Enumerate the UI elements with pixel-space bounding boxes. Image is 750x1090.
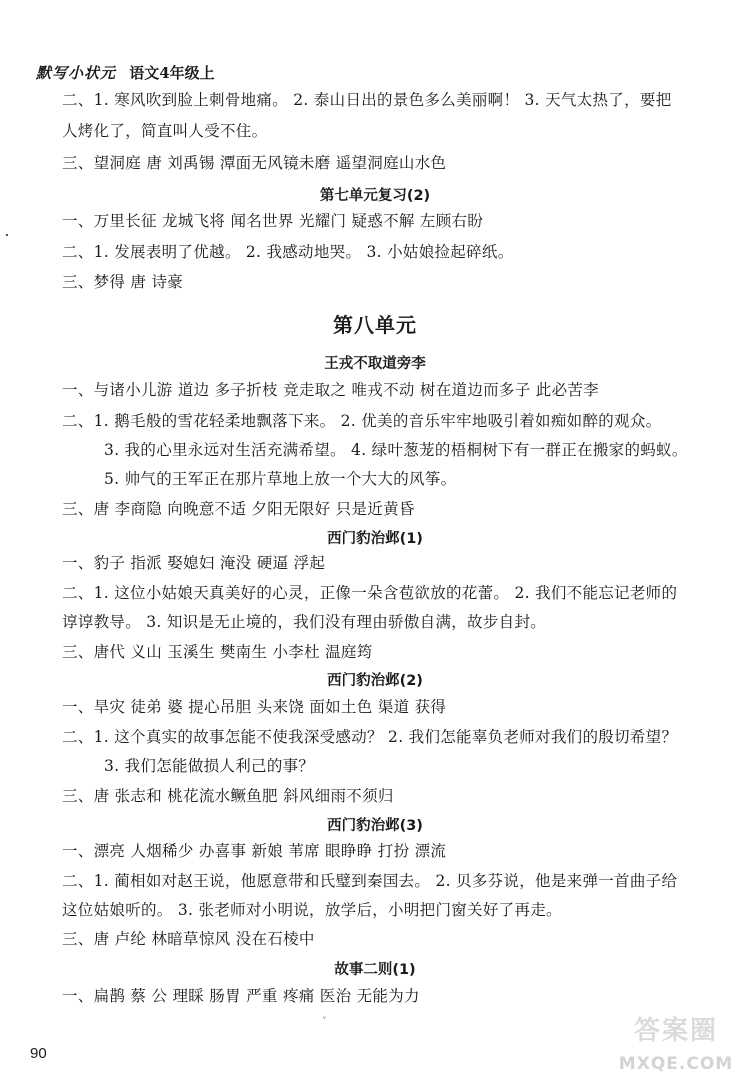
- watermark-text-top: 答案圈: [633, 1016, 718, 1046]
- answer-line: 5. 帅气的王军正在那片草地上放一个大大的风筝。: [104, 470, 457, 488]
- stray-mark: ˇ: [322, 1017, 327, 1028]
- section-title-ximen1: 西门豹治邺(1): [327, 531, 423, 547]
- answer-line: 二、1. 这个真实的故事怎能不使我深受感动？ 2. 我们怎能辜负老师对我们的殷切希望？: [62, 728, 678, 746]
- answer-line: 一、扁鹊 蔡 公 理睬 肠胃 严重 疼痛 医治 无能为力: [62, 987, 420, 1005]
- watermark-text-bottom: MXQE.COM: [618, 1054, 734, 1074]
- answer-line: 这位姑娘听的。 3. 张老师对小明说，放学后，小明把门窗关好了再走。: [62, 901, 562, 919]
- answer-line: 二、1. 这位小姑娘天真美好的心灵，正像一朵含苞欲放的花蕾。 2. 我们不能忘记老师的: [62, 584, 678, 602]
- answer-line: 三、唐 张志和 桃花流水鳜鱼肥 斜风细雨不须归: [62, 787, 394, 805]
- answer-line: 二、1. 鹅毛般的雪花轻柔地飘落下来。 2. 优美的音乐牢牢地吸引着如痴如醉的观众。: [62, 412, 662, 430]
- answer-line: 一、旱灾 徒弟 婆 提心吊胆 头来饶 面如土色 渠道 获得: [62, 698, 447, 716]
- book-brand: 默写小状元: [36, 64, 117, 82]
- answer-line: 三、唐 卢纶 林暗草惊风 没在石棱中: [62, 930, 315, 948]
- watermark-logo: [616, 1010, 736, 1082]
- answer-line: 人烤化了，简直叫人受不住。: [62, 122, 268, 140]
- answer-line: 一、与诸小儿游 道边 多子折枝 竞走取之 唯戎不动 树在道边而多子 此必苦李: [62, 381, 599, 399]
- answer-line: 一、万里长征 龙城飞将 闻名世界 光耀门 疑惑不解 左顾右盼: [62, 212, 484, 230]
- answer-line: 三、梦得 唐 诗豪: [62, 273, 184, 291]
- answer-line: 三、唐 李商隐 向晚意不适 夕阳无限好 只是近黄昏: [62, 500, 415, 518]
- section-title-ximen2: 西门豹治邺(2): [327, 673, 423, 689]
- answer-line: 3. 我们怎能做损人利己的事？: [104, 757, 315, 775]
- answer-line: 一、豹子 指派 娶媳妇 淹没 硬逼 浮起: [62, 554, 326, 572]
- page-header: [36, 62, 215, 83]
- answer-line: 二、1. 寒风吹到脸上刺骨地痛。 2. 泰山日出的景色多么美丽啊！ 3. 天气太热了，要把: [62, 91, 672, 109]
- margin-mark: [6, 234, 8, 236]
- answer-line: 3. 我的心里永远对生活充满希望。 4. 绿叶葱茏的梧桐树下有一群正在搬家的蚂蚁。: [104, 441, 688, 459]
- book-subtitle: 语文4年级上: [129, 64, 215, 82]
- answer-line: 一、漂亮 人烟稀少 办喜事 新娘 苇席 眼睁睁 打扮 漂流: [62, 842, 447, 860]
- page-number: 90: [30, 1045, 47, 1062]
- answer-line: 三、望洞庭 唐 刘禹锡 潭面无风镜未磨 遥望洞庭山水色: [62, 154, 447, 172]
- answer-line: 二、1. 蔺相如对赵王说，他愿意带和氏璧到秦国去。 2. 贝多芬说，他是来弹一首曲子给: [62, 872, 678, 890]
- answer-line: 二、1. 发展表明了优越。 2. 我感动地哭。 3. 小姑娘捡起碎纸。: [62, 243, 514, 261]
- section-title-wangrong: 王戎不取道旁李: [324, 356, 426, 372]
- answer-line: 谆谆教导。 3. 知识是无止境的，我们没有理由骄傲自满，故步自封。: [62, 613, 547, 631]
- section-title-story1: 故事二则(1): [334, 962, 416, 978]
- section-title-ximen3: 西门豹治邺(3): [327, 818, 423, 834]
- section-title-review7: 第七单元复习(2): [319, 188, 431, 204]
- answer-line: 三、唐代 义山 玉溪生 樊南生 小李杜 温庭筠: [62, 643, 373, 661]
- unit-title: 第八单元: [333, 313, 417, 337]
